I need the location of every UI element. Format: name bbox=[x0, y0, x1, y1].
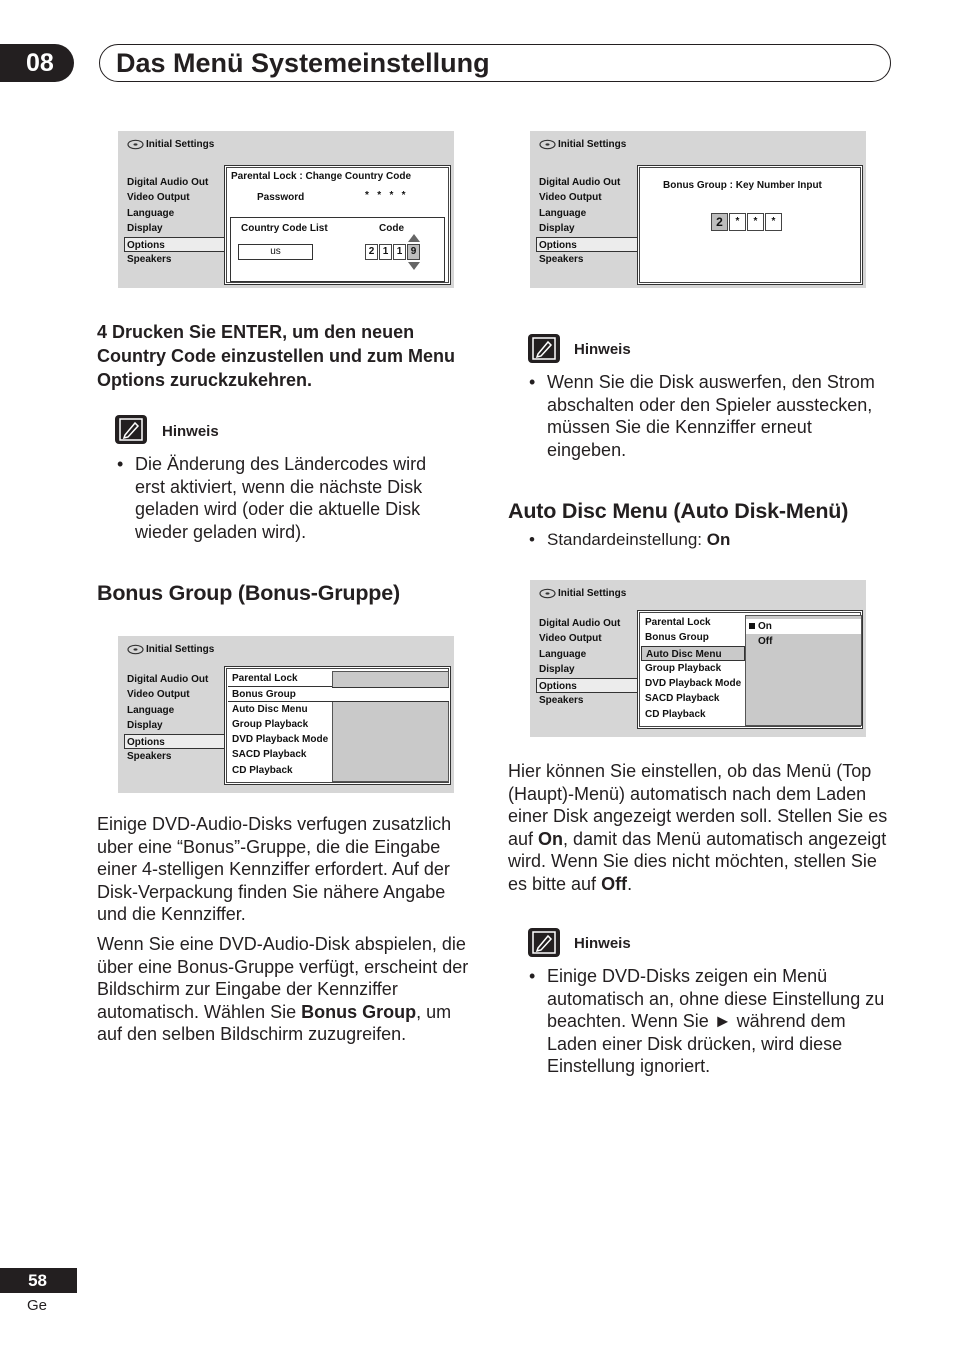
osd-menu bbox=[126, 175, 226, 267]
osd-title: Initial Settings bbox=[146, 139, 215, 150]
menu-item-selected: Options bbox=[536, 678, 638, 693]
menu-item: Language bbox=[127, 207, 175, 219]
value-panel bbox=[745, 615, 862, 726]
code-box bbox=[230, 217, 445, 282]
osd-title: Initial Settings bbox=[558, 588, 627, 599]
value-off: Off bbox=[758, 636, 773, 647]
bullet-icon: • bbox=[117, 454, 124, 474]
osd-parental-code bbox=[118, 131, 454, 288]
selected-bullet-icon bbox=[749, 623, 755, 629]
menu-item: Speakers bbox=[539, 253, 584, 265]
osd-title: Initial Settings bbox=[558, 139, 627, 150]
code-digit-active: 9 bbox=[407, 244, 420, 260]
osd-auto-disc bbox=[530, 580, 866, 737]
country-list-label: Country Code List bbox=[241, 223, 328, 234]
menu-item: Speakers bbox=[539, 694, 584, 706]
option-item: CD Playback bbox=[645, 708, 706, 720]
note-label: Hinweis bbox=[162, 423, 219, 440]
note-icon bbox=[115, 415, 147, 444]
disc-icon bbox=[127, 644, 144, 655]
menu-item: Display bbox=[539, 664, 575, 676]
text: , damit das Menü automatisch angezeigt wird. Wenn Sie dies nicht möchten, stellen Sie es bitte auf bbox=[508, 828, 887, 894]
note-text: Die Änderung des Ländercodes wird erst aktiviert, wenn die nächste Disk geladen wird (oder die aktuelle Disk wieder geladen wird). bbox=[135, 454, 427, 542]
option-item: Group Playback bbox=[232, 718, 309, 730]
osd-title: Initial Settings bbox=[146, 644, 215, 655]
text: , um auf den selben Bildschirm zuzugreifen. bbox=[97, 1001, 452, 1045]
key-digit: * bbox=[729, 213, 746, 231]
menu-item: Language bbox=[539, 648, 587, 660]
menu-item: Digital Audio Out bbox=[539, 618, 621, 629]
language-code: Ge bbox=[27, 1297, 48, 1314]
osd-pane bbox=[224, 165, 451, 285]
note-label: Hinweis bbox=[574, 341, 631, 358]
menu-item: Display bbox=[539, 223, 575, 235]
note-text: Wenn Sie die Disk auswerfen, den Strom abschalten oder den Spieler ausstecken, müssen Sie die Kennziffer erneut eingeben. bbox=[547, 372, 875, 460]
chapter-number: 08 bbox=[0, 44, 74, 82]
menu-item: Language bbox=[127, 704, 175, 716]
menu-item-selected: Options bbox=[124, 734, 226, 749]
text: . bbox=[627, 873, 633, 894]
option-item: DVD Playback Mode bbox=[232, 734, 329, 746]
menu-item: Speakers bbox=[127, 253, 172, 265]
osd-header bbox=[539, 588, 626, 599]
osd-menu bbox=[126, 672, 226, 764]
value-on: On bbox=[758, 621, 772, 632]
default-setting bbox=[547, 529, 730, 552]
bold-text: On bbox=[706, 530, 731, 549]
bold-text: Off bbox=[601, 873, 628, 894]
menu-item: Video Output bbox=[127, 689, 190, 701]
note-label: Hinweis bbox=[574, 935, 631, 952]
menu-item: Display bbox=[127, 223, 163, 235]
up-down-arrows-icon bbox=[408, 234, 420, 270]
osd-header bbox=[127, 644, 214, 655]
text: Wenn Sie eine DVD-Audio-Disk abspielen, die über eine Bonus-Gruppe verfügt, erscheint der Bildschirm zur Eingabe der Kennziffer automatisch. Wählen Sie bbox=[97, 934, 469, 1022]
chapter-title: Das Menü Systemeinstellung bbox=[99, 44, 891, 82]
menu-item: Video Output bbox=[539, 633, 602, 645]
osd-header bbox=[539, 139, 626, 150]
option-item: Auto Disc Menu bbox=[232, 703, 308, 715]
disc-icon bbox=[539, 139, 556, 150]
option-item: Parental Lock bbox=[232, 673, 298, 684]
menu-item: Digital Audio Out bbox=[127, 674, 209, 685]
selection-bar bbox=[332, 687, 449, 702]
auto-disc-paragraph bbox=[508, 760, 893, 896]
bold-text: On bbox=[538, 828, 564, 849]
code-digit: 2 bbox=[365, 244, 378, 260]
option-item-selected: Bonus Group bbox=[228, 686, 332, 701]
menu-item: Display bbox=[127, 720, 163, 732]
bullet-icon: • bbox=[529, 372, 536, 392]
note-icon bbox=[528, 334, 560, 363]
bold-text: Bonus Group bbox=[301, 1001, 417, 1022]
osd-header bbox=[127, 139, 214, 150]
osd-pane bbox=[637, 165, 863, 285]
option-item: Group Playback bbox=[645, 662, 722, 674]
option-item: CD Playback bbox=[232, 764, 293, 776]
options-list bbox=[228, 671, 332, 778]
bullet-icon: • bbox=[529, 530, 535, 549]
menu-item: Language bbox=[539, 207, 587, 219]
step-4: 4 Drucken Sie ENTER, um den neuen Country Code einzustellen und zum Menu Options zuruckzukehren. bbox=[97, 322, 456, 390]
code-label: Code bbox=[379, 223, 404, 234]
bullet-icon: • bbox=[529, 966, 536, 986]
option-item: SACD Playback bbox=[232, 749, 307, 761]
code-digit: 1 bbox=[379, 244, 392, 260]
option-item: Parental Lock bbox=[645, 617, 711, 628]
menu-item: Digital Audio Out bbox=[539, 177, 621, 188]
bonus-paragraph-2 bbox=[97, 933, 472, 1046]
menu-item: Digital Audio Out bbox=[127, 177, 209, 188]
key-digit-active: 2 bbox=[711, 213, 728, 231]
text: Hier können Sie einstellen, ob das Menü (Top (Haupt)-Menü) automatisch nach dem Laden einer Disk angezeigt werden soll. Stellen Sie es auf bbox=[508, 761, 888, 849]
menu-item-selected: Options bbox=[536, 237, 638, 252]
osd-options-bonus bbox=[118, 636, 454, 793]
key-digit: * bbox=[765, 213, 782, 231]
text: Standardeinstellung: bbox=[547, 530, 707, 549]
osd-pane bbox=[637, 610, 863, 729]
disc-icon bbox=[127, 139, 144, 150]
options-list bbox=[641, 615, 745, 722]
note-text: Einige DVD-Disks zeigen ein Menü automatisch an, ohne diese Einstellung zu beachten. Wenn Sie ► während dem Laden einer Disk drücken, wird diese Einstellung ignoriert. bbox=[547, 966, 885, 1077]
note-icon bbox=[528, 928, 560, 957]
pane-title: Parental Lock : Change Country Code bbox=[231, 171, 412, 182]
option-item: SACD Playback bbox=[645, 693, 720, 705]
pane-title: Bonus Group : Key Number Input bbox=[663, 180, 822, 191]
password-label: Password bbox=[257, 192, 305, 203]
menu-item: Video Output bbox=[127, 192, 190, 204]
section-heading-auto-disc: Auto Disc Menu (Auto Disk-Menü) bbox=[508, 499, 849, 523]
password-value: * * * * bbox=[365, 190, 406, 201]
page-number: 58 bbox=[0, 1268, 77, 1293]
key-digit: * bbox=[747, 213, 764, 231]
osd-pane bbox=[224, 666, 451, 785]
osd-menu bbox=[538, 175, 638, 267]
value-on-row bbox=[746, 619, 861, 634]
disc-icon bbox=[539, 588, 556, 599]
menu-item: Speakers bbox=[127, 750, 172, 762]
menu-item: Video Output bbox=[539, 192, 602, 204]
option-item: DVD Playback Mode bbox=[645, 678, 742, 690]
code-digit: 1 bbox=[393, 244, 406, 260]
bonus-paragraph-1: Einige DVD-Audio-Disks verfugen zusatzlich uber eine “Bonus”-Gruppe, die die Eingabe einer 4-stelligen Kennziffer erfordert. Auf der Disk-Verpackung finden Sie nähere Angabe und die Kennziffer. bbox=[97, 814, 452, 925]
osd-menu bbox=[538, 616, 638, 708]
menu-item-selected: Options bbox=[124, 237, 226, 252]
osd-bonus-key bbox=[530, 131, 866, 288]
country-value: us bbox=[238, 244, 313, 260]
option-item: Bonus Group bbox=[645, 632, 709, 644]
section-heading-bonus: Bonus Group (Bonus-Gruppe) bbox=[97, 581, 400, 605]
option-item-selected: Auto Disc Menu bbox=[641, 646, 745, 661]
